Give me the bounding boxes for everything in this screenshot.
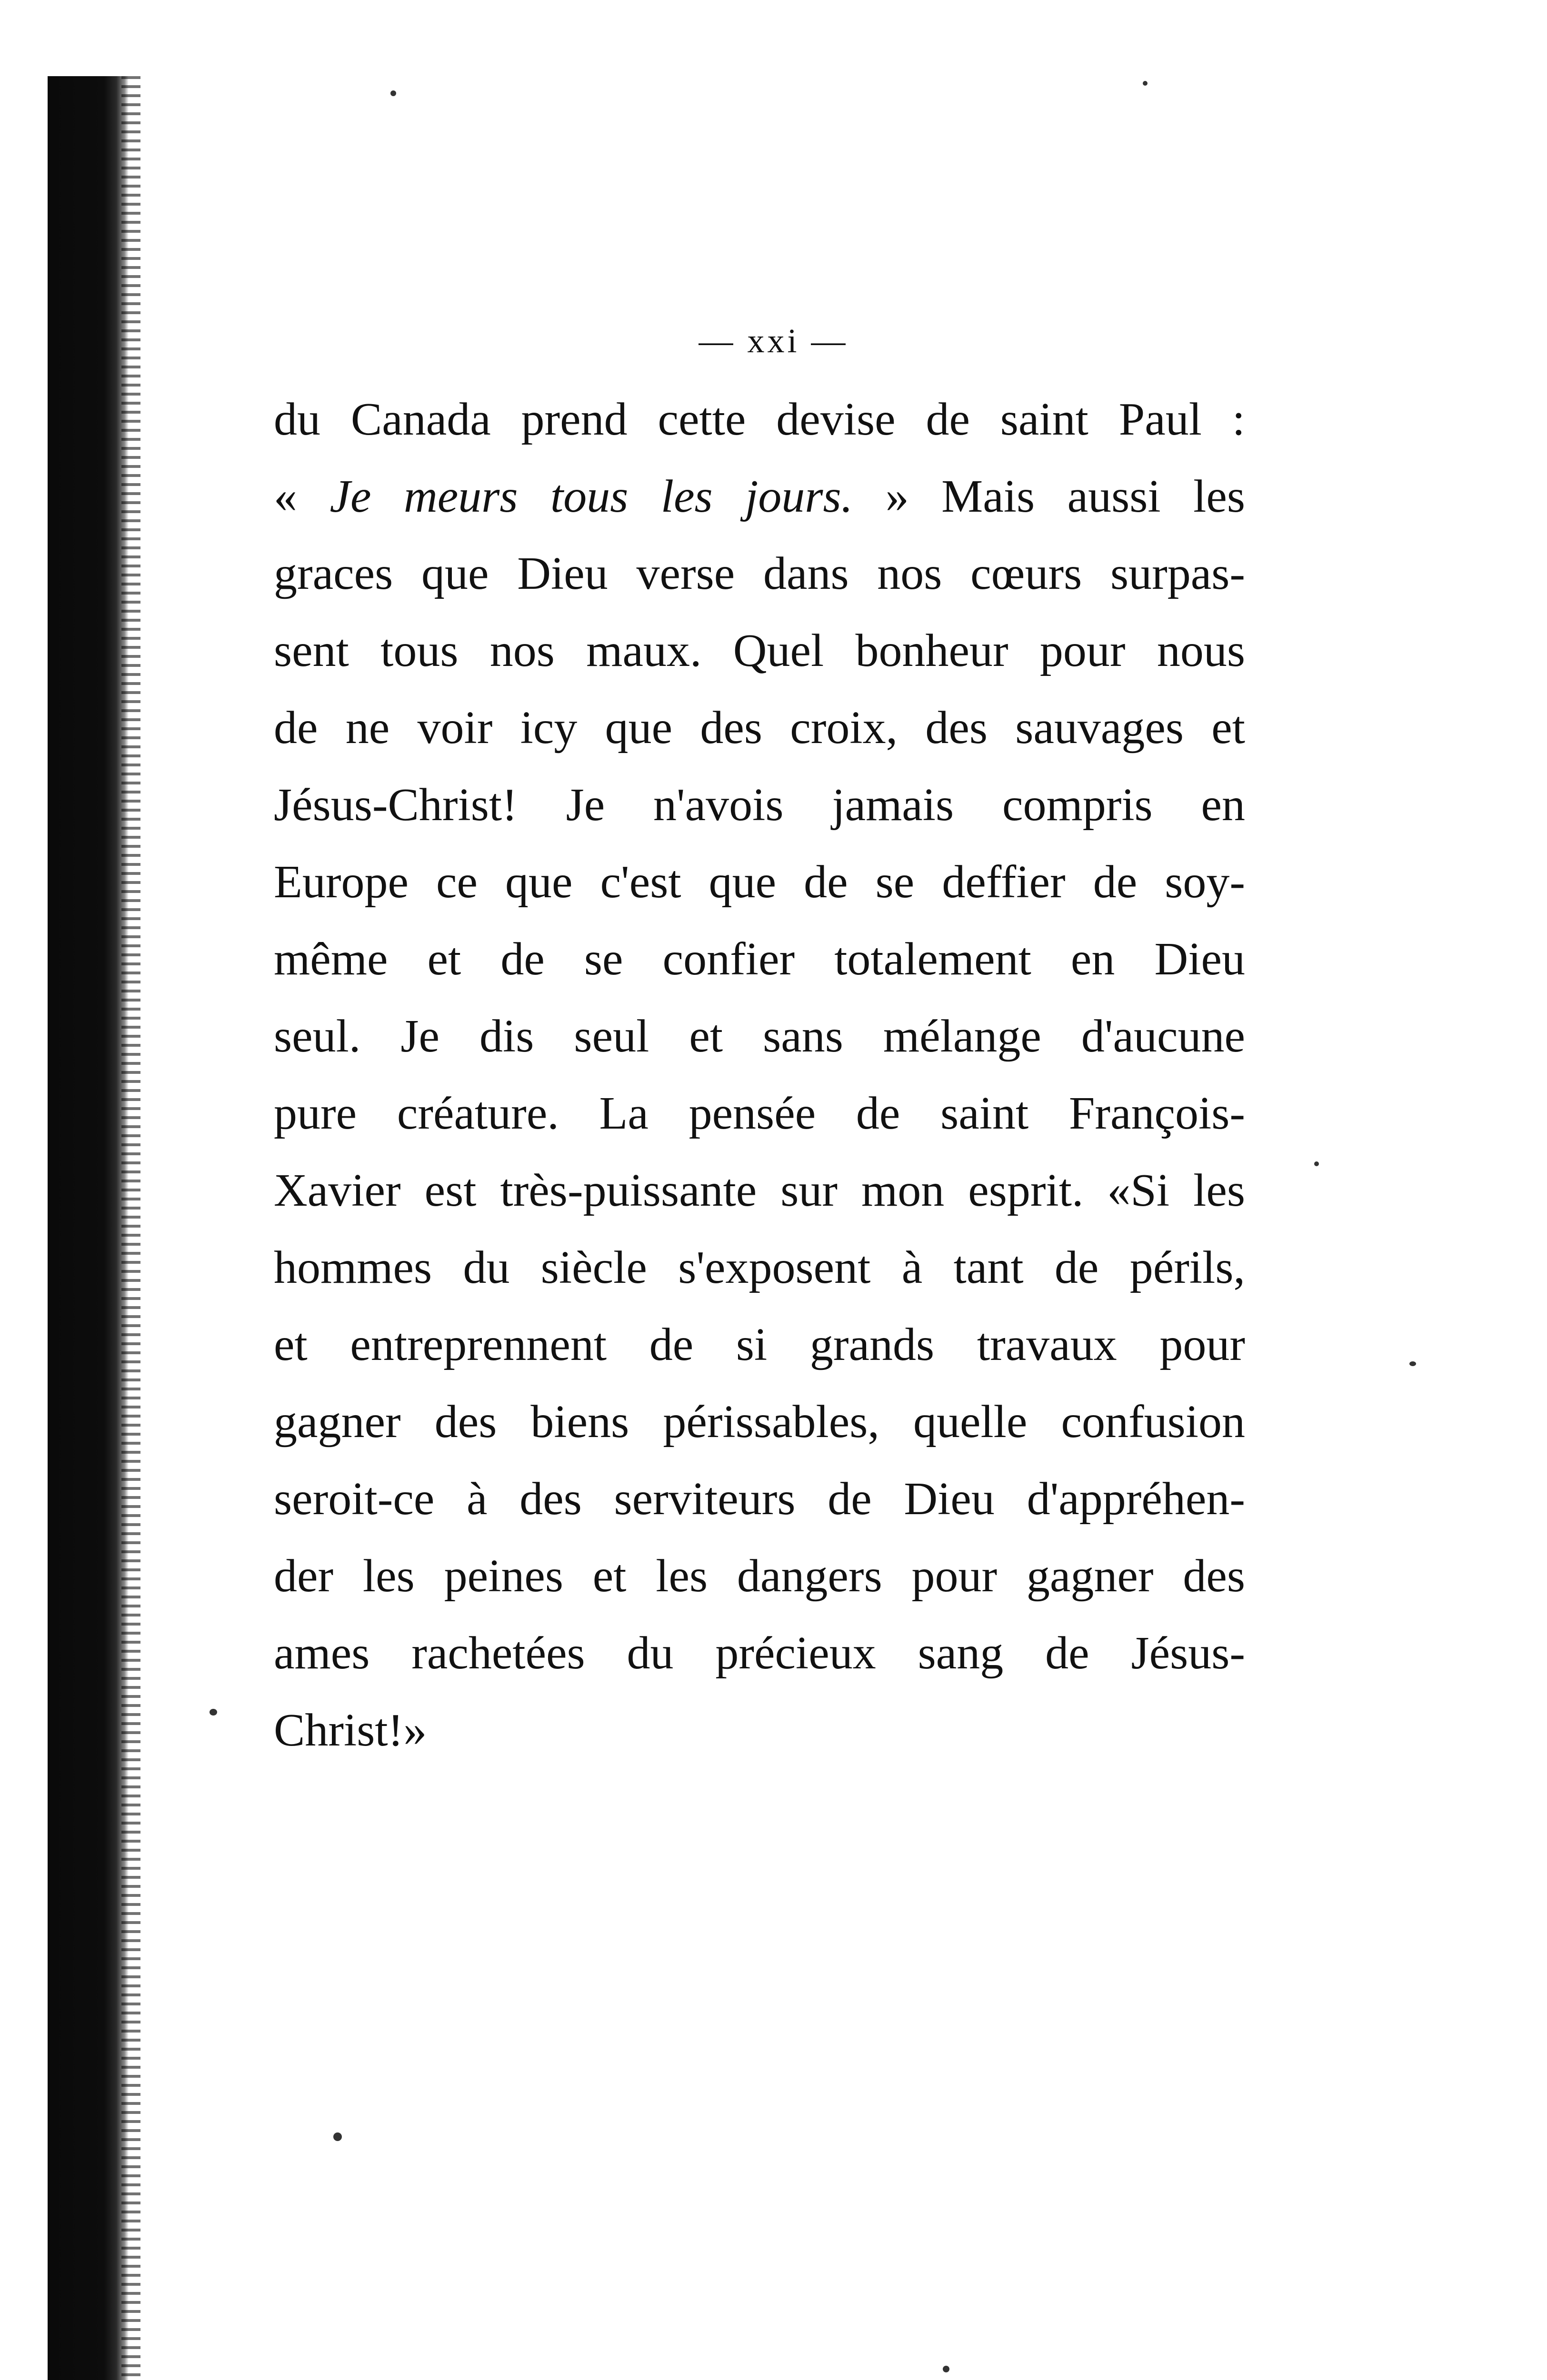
text-line-14: gagner des biens périssables, quelle confusion	[274, 1396, 1245, 1448]
running-head: — xxi —	[699, 322, 848, 360]
text-line-2	[274, 458, 1245, 535]
text-line-9: seul. Je dis seul et sans mélange d'aucune	[274, 1011, 1245, 1062]
binding-fray	[121, 76, 140, 2380]
text-line-7: Europe ce que c'est que de se deffier de soy-	[274, 856, 1245, 908]
text-line-10: pure créature. La pensée de saint François-	[274, 1088, 1245, 1139]
scan-speck	[1409, 1361, 1416, 1366]
text-line-13: et entreprennent de si grands travaux pour	[274, 1319, 1245, 1370]
scan-speck	[1143, 81, 1148, 86]
scan-speck	[943, 2366, 949, 2372]
text-line-8: même et de se confier totalement en Dieu	[274, 933, 1245, 985]
text-line-4: sent tous nos maux. Quel bonheur pour nous	[274, 625, 1245, 676]
text-line-3: graces que Dieu verse dans nos cœurs surpas-	[274, 548, 1245, 599]
line-2-rest: » Mais aussi les	[853, 471, 1245, 522]
text-line-16: der les peines et les dangers pour gagner des	[274, 1550, 1245, 1602]
body-text	[274, 381, 1245, 1769]
text-line-12: hommes du siècle s'exposent à tant de périls,	[274, 1242, 1245, 1293]
text-line-5: de ne voir icy que des croix, des sauvages et	[274, 702, 1245, 754]
italic-quote: Je meurs tous les jours.	[329, 471, 853, 522]
text-line-15: seroit-ce à des serviteurs de Dieu d'appréhen-	[274, 1473, 1245, 1525]
text-line-18: Christ!»	[274, 1705, 427, 1756]
scan-speck	[210, 1709, 217, 1716]
text-line-17: ames rachetées du précieux sang de Jésus-	[274, 1627, 1245, 1679]
scan-speck	[1314, 1161, 1319, 1166]
text-line-11: Xavier est très-puissante sur mon esprit. «Si les	[274, 1165, 1245, 1216]
text-line-1: du Canada prend cette devise de saint Paul :	[274, 394, 1245, 445]
quote-open: «	[274, 471, 330, 522]
scan-speck	[390, 90, 396, 96]
scan-speck	[333, 2132, 342, 2141]
text-line-6: Jésus-Christ! Je n'avois jamais compris en	[274, 779, 1245, 831]
binding-edge	[48, 76, 129, 2380]
